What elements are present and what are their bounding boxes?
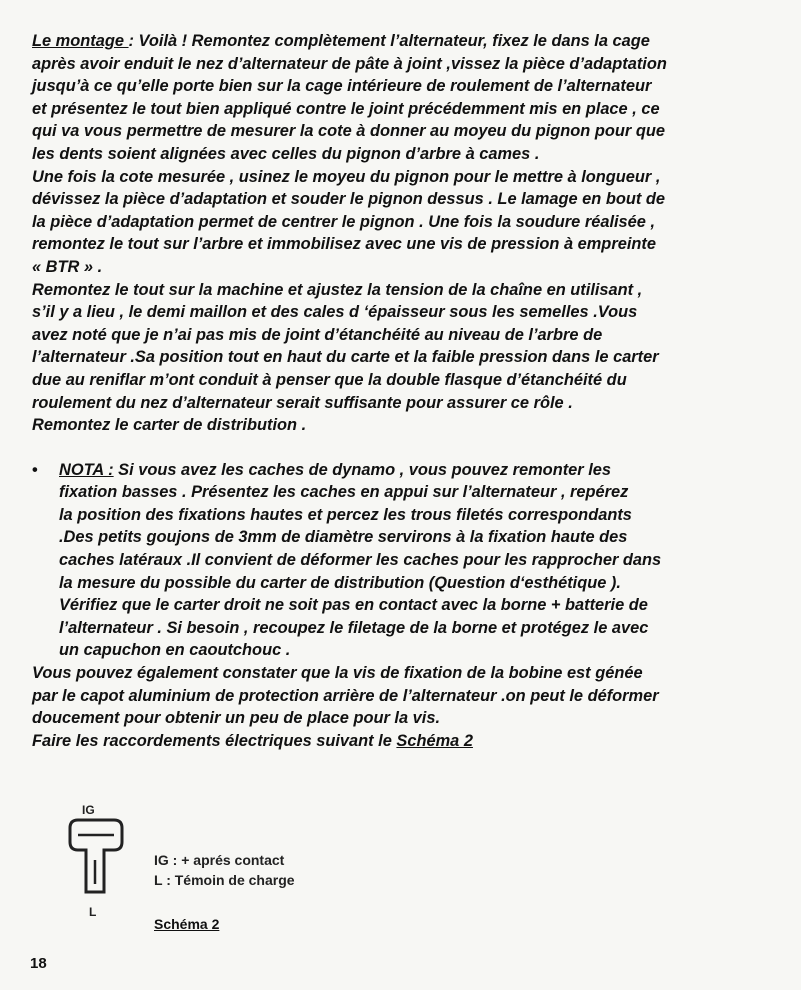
nota-heading: NOTA :	[59, 460, 114, 479]
connector-diagram	[60, 798, 460, 948]
text-line: qui va vous permettre de mesurer la cote à donner au moyeu du pignon pour que	[32, 122, 665, 141]
text-line: fixation basses . Présentez les caches en appui sur l’alternateur , repérez	[59, 483, 629, 502]
text-line: l’alternateur . Si besoin , recoupez le filetage de la borne et protégez le avec	[59, 618, 649, 637]
text-line: avez noté que je n’ai pas mis de joint d’étanchéité au niveau de l’arbre de	[32, 325, 603, 344]
text-line: doucement pour obtenir un peu de place pour la vis.	[32, 709, 440, 728]
text-line: un capuchon en caoutchouc .	[59, 641, 291, 660]
connector-icon	[60, 798, 140, 928]
text-line: Vérifiez que le carter droit ne soit pas en contact avec la borne + batterie de	[59, 596, 648, 615]
paragraph-bobine	[32, 662, 777, 752]
legend-ig: IG : + aprés contact	[154, 852, 285, 868]
text-line: et présentez le tout bien appliqué contre le joint précédemment mis en place , ce	[32, 99, 660, 118]
document-page	[32, 30, 777, 752]
diagram-title: Schéma 2	[154, 916, 220, 932]
text-line: les dents soient alignées avec celles du pignon d’arbre à cames .	[32, 144, 540, 163]
paragraph-montage	[32, 30, 777, 437]
nota-bullet-item	[32, 459, 777, 662]
text-line: la position des fixations hautes et percez les trous filetés correspondants	[59, 505, 632, 524]
text-line: après avoir enduit le nez d’alternateur de pâte à joint ,vissez la pièce d’adaptation	[32, 54, 667, 73]
text-line: Vous pouvez également constater que la vis de fixation de la bobine est génée	[32, 664, 643, 683]
label-l: L	[89, 905, 97, 919]
bullet-icon: •	[32, 460, 38, 479]
text-line: roulement du nez d’alternateur serait suffisante pour assurer ce rôle .	[32, 393, 573, 412]
text-line: caches latéraux .Il convient de déformer les caches pour les rapprocher dans	[59, 551, 662, 570]
text-line: jusqu’à ce qu’elle porte bien sur la cage intérieure de roulement de l’alternateur	[32, 77, 652, 96]
text-line: Le montage : Voilà ! Remontez complètement l’alternateur, fixez le dans la cage	[32, 32, 650, 50]
text-line: dévissez la pièce d’adaptation et souder le pignon dessus . Le lamage en bout de	[32, 190, 666, 209]
text-line: s’il y a lieu , le demi maillon et des cales d ‘épaisseur sous les semelles .Vous	[32, 303, 638, 322]
label-ig: IG	[82, 803, 95, 817]
text-line: par le capot aluminium de protection arrière de l’alternateur .on peut le déformer	[32, 686, 659, 705]
text-line: l’alternateur .Sa position tout en haut du carte et la faible pression dans le carter	[32, 348, 659, 367]
legend-l: L : Témoin de charge	[154, 872, 295, 888]
text-line: Remontez le carter de distribution .	[32, 416, 307, 435]
text-line: la pièce d’adaptation permet de centrer le pignon . Une fois la soudure réalisée ,	[32, 212, 656, 231]
text-line: Faire les raccordements électriques suivant le Schéma 2	[32, 731, 473, 750]
text-line: .Des petits goujons de 3mm de diamètre servirons à la fixation haute des	[59, 528, 628, 547]
section-heading: Le montage	[32, 32, 129, 50]
page-number: 18	[30, 955, 47, 972]
text-line: due au reniflar m’ont conduit à penser que la double flasque d’étanchéité du	[32, 370, 627, 389]
text-line: « BTR » .	[32, 257, 103, 276]
text-line: Remontez le tout sur la machine et ajustez la tension de la chaîne en utilisant ,	[32, 280, 643, 299]
text-line: remontez le tout sur l’arbre et immobilisez avec une vis de pression à empreinte	[32, 235, 656, 254]
schema-reference: Schéma 2	[396, 731, 473, 750]
diagram-legend	[154, 850, 295, 890]
text-line: NOTA : Si vous avez les caches de dynamo , vous pouvez remonter les	[59, 460, 612, 479]
text-line: la mesure du possible du carter de distribution (Question d‘esthétique ).	[59, 573, 621, 592]
text-line: Une fois la cote mesurée , usinez le moyeu du pignon pour le mettre à longueur ,	[32, 167, 661, 186]
